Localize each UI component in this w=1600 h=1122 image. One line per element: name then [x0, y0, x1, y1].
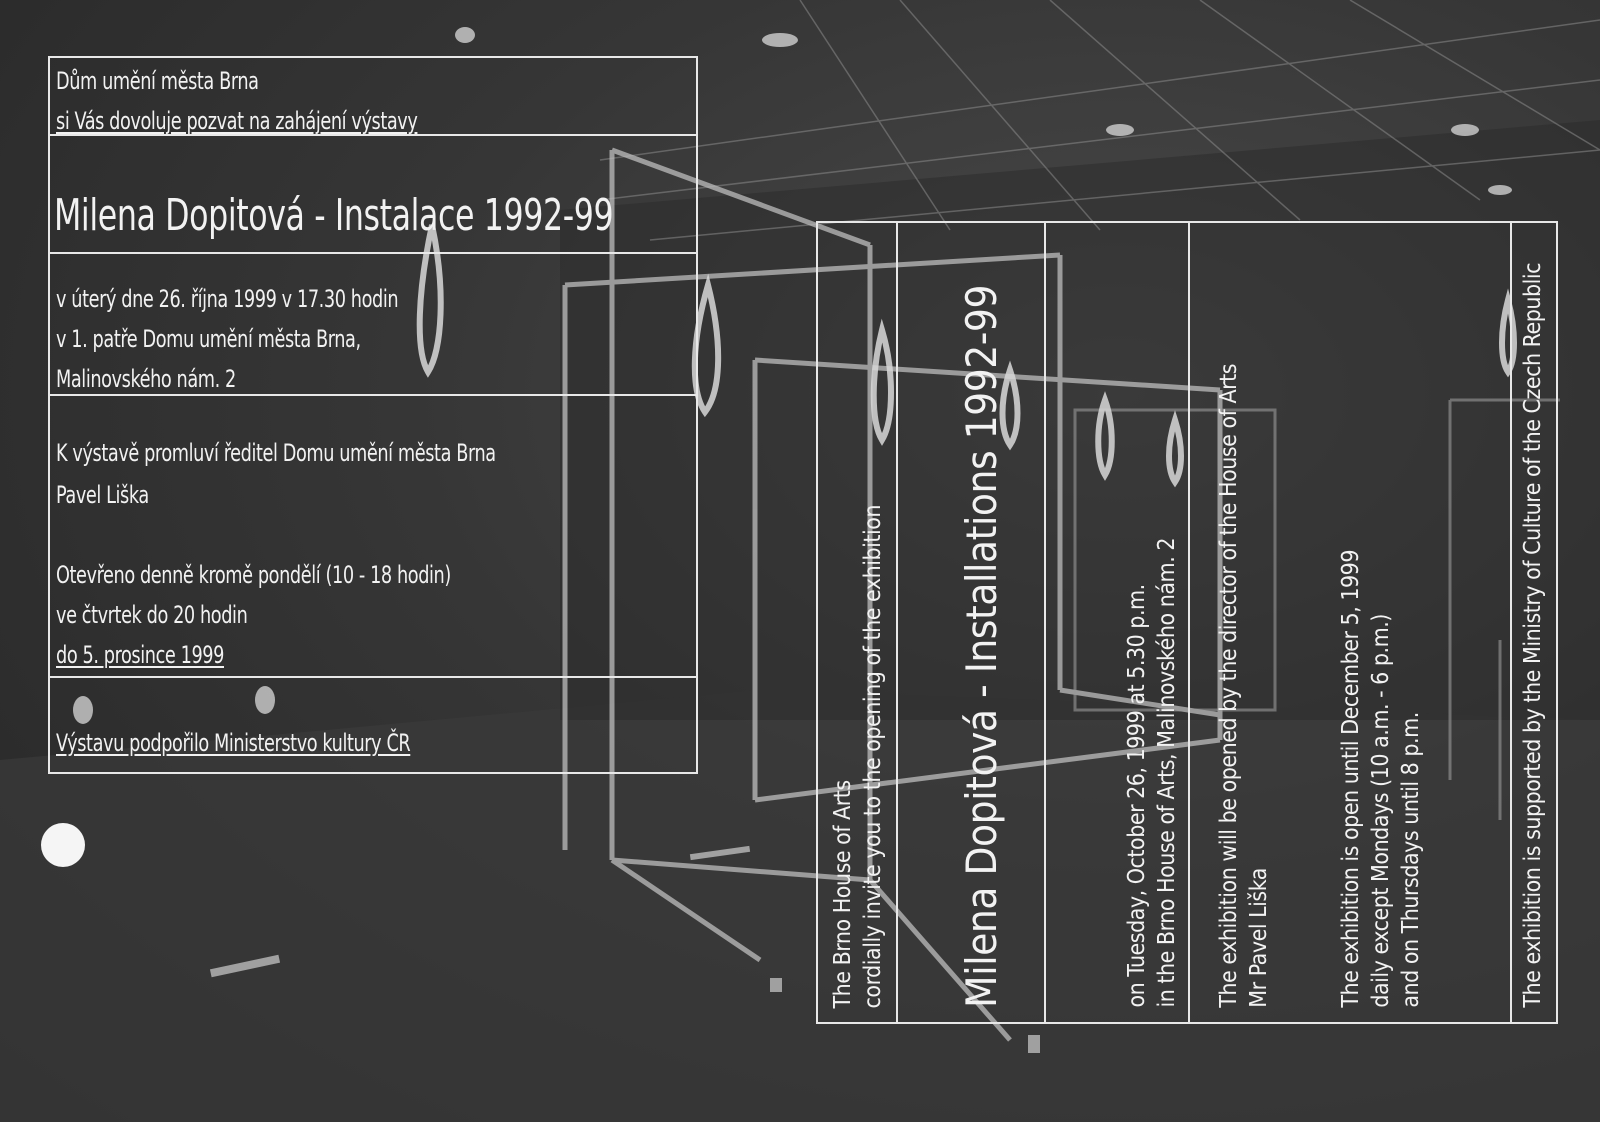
cz-end-date-line: do 5. prosince 1999: [56, 641, 224, 669]
cz-thursday-line: ve čtvrtek do 20 hodin: [56, 601, 248, 629]
en-thursday-line: and on Thursdays until 8 p.m.: [1398, 712, 1424, 1008]
divider: [50, 394, 696, 396]
cz-date-line: v úterý dne 26. října 1999 v 17.30 hodin: [56, 285, 399, 313]
en-invite-column: [818, 223, 896, 1022]
en-opened-by-line: The exhibition will be opened by the director of the House of Arts: [1216, 364, 1242, 1008]
cz-support-line: Výstavu podpořilo Ministerstvo kultury ČR: [56, 729, 411, 757]
en-support-column: [1510, 223, 1560, 1022]
en-support-line: The exhibition is supported by the Ministry of Culture of the Czech Republic: [1520, 263, 1546, 1008]
cz-speaker-name: Pavel Liška: [56, 481, 149, 509]
en-open-until-line: The exhibition is open until December 5, 1999: [1338, 550, 1364, 1008]
en-invite-line: cordially invite you to the opening of the exhibition: [860, 504, 886, 1008]
cz-speaker-line: K výstavě promluví ředitel Domu umění města Brna: [56, 439, 496, 467]
czech-invitation-panel: [48, 56, 698, 774]
en-title-column: [896, 223, 1044, 1022]
en-host-line: The Brno House of Arts: [830, 779, 856, 1008]
divider: [50, 676, 696, 678]
en-date-column: [1044, 223, 1188, 1022]
cz-invite-line: si Vás dovoluje pozvat na zahájení výstavy: [56, 107, 418, 135]
en-director-name: Mr Pavel Liška: [1246, 868, 1272, 1008]
cz-hours-line: Otevřeno denně kromě pondělí (10 - 18 hodin): [56, 561, 451, 589]
en-exhibition-title: Milena Dopitová - Installations 1992-99: [957, 284, 1006, 1008]
en-place-line: in the Brno House of Arts, Malinovského nám. 2: [1154, 538, 1180, 1008]
cz-address-line: Malinovského nám. 2: [56, 365, 236, 393]
cz-place-line: v 1. patře Domu umění města Brna,: [56, 325, 361, 353]
cz-host-line: Dům umění města Brna: [56, 67, 259, 95]
en-daily-hours-line: daily except Mondays (10 a.m. - 6 p.m.): [1368, 614, 1394, 1008]
divider: [50, 252, 696, 254]
en-details-column: [1188, 223, 1510, 1022]
english-invitation-panel: [816, 221, 1558, 1024]
cz-exhibition-title: Milena Dopitová - Instalace 1992-99: [54, 190, 614, 241]
en-date-line: on Tuesday, October 26, 1999 at 5.30 p.m.: [1124, 584, 1150, 1008]
